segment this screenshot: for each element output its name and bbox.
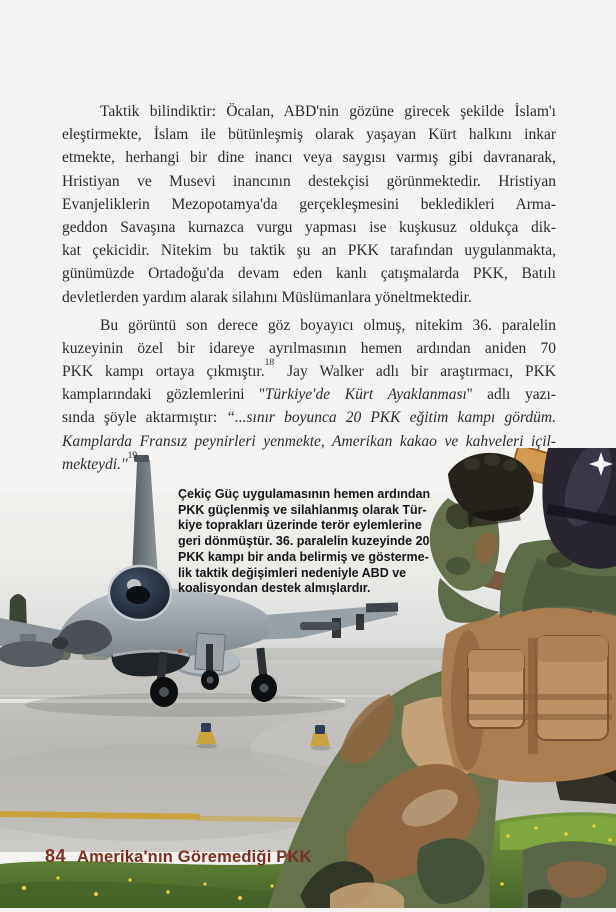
text-line: etmekte, herhangi bir dine inancı veya saygısı varmış gibi davranarak, [62,149,556,167]
text-run: kamplarındaki gözlemlerini '' [62,386,265,404]
paragraph-2 [62,314,556,476]
text-line [62,357,556,383]
text-line: Evanjeliklerin Mezopotamya'da gerçekleşmesini bekledikleri Arma- [62,195,556,213]
caption-line: PKK güçlenmiş ve silahlanmış olarak Tür- [178,502,427,517]
text-line: Taktik bilindiktir: Öcalan, ABD'nin gözüne girecek şekilde İslam'ı [100,103,556,120]
caption-line: PKK kampı bir anda belirmiş ve gösterme- [178,549,429,564]
text-line: eleştirmekte, İslam ile bütünleşmiş olarak yaşayan Kürt halkını inkar [62,126,556,144]
text-run: Jay Walker adlı bir araştırmacı, PKK [275,363,556,381]
text-line [62,383,556,406]
text-line: kat çekicidir. Nitekim bu taktik şu an PKK tarafından uygulanmakta, [62,242,556,260]
paragraph-1 [62,100,556,309]
text-line [62,406,556,429]
caption-line: Çekiç Güç uygulamasının hemen ardından [178,487,431,501]
page-footer [45,846,312,867]
text-line: devletlerden yardım alarak silahını Müslümanlara yöneltmektedir. [62,288,472,306]
quoted-text: “...sınır boyunca 20 PKK eğitim kampı gördüm. [226,409,556,427]
page-number: 84 [45,846,67,866]
text-line: Bu görüntü son derece göz boyayıcı olmuş, nitekim 36. paralelin [100,316,556,334]
text-run: PKK kampı ortaya çıkmıştır. [62,363,265,381]
text-line: Hristiyan ve Musevi inancının destekçisi görünmektedir. Hristiyan [62,172,556,190]
photo-caption [178,487,430,597]
footnote-marker: 18 [264,357,275,368]
quoted-text: mekteydi.'' [62,455,128,473]
text-run: '' adlı yazı- [466,386,556,404]
text-run: sında şöyle aktarmıştır: [62,409,227,427]
caption-line: koalisyondan destek almışlardır. [178,581,371,596]
book-title: Amerika'nın Göremediği PKK [77,848,312,866]
text-line: geddon Savaşına kurnazca vurgu yapması ise kuşkusuz oldukça dik- [62,218,556,236]
quoted-title: Türkiye'de Kürt Ayaklanması [264,386,467,404]
caption-line: kiye toprakları üzerinde terör eylemlerine [178,518,422,533]
footnote-marker: 19 [127,450,138,461]
caption-line: geri dönmüştür. 36. paralelin kuzeyinde 20 [178,534,430,549]
text-line [62,430,556,453]
body-text-block [62,100,556,476]
text-line: kuzeyinin özel bir idareye ayrılmasının hemen ardından aniden 70 [62,339,556,357]
text-line: günümüzde Ortadoğu'da devam eden kanlı çatışmalarda PKK, Batılı [62,265,556,283]
text-line [62,450,556,476]
quoted-text: Kamplarda Fransız peynirleri yenmekte, Amerikan kakao ve kahveleri içil- [62,432,556,450]
caption-line: lik taktik değişimleri nedeniyle ABD ve [178,565,407,580]
